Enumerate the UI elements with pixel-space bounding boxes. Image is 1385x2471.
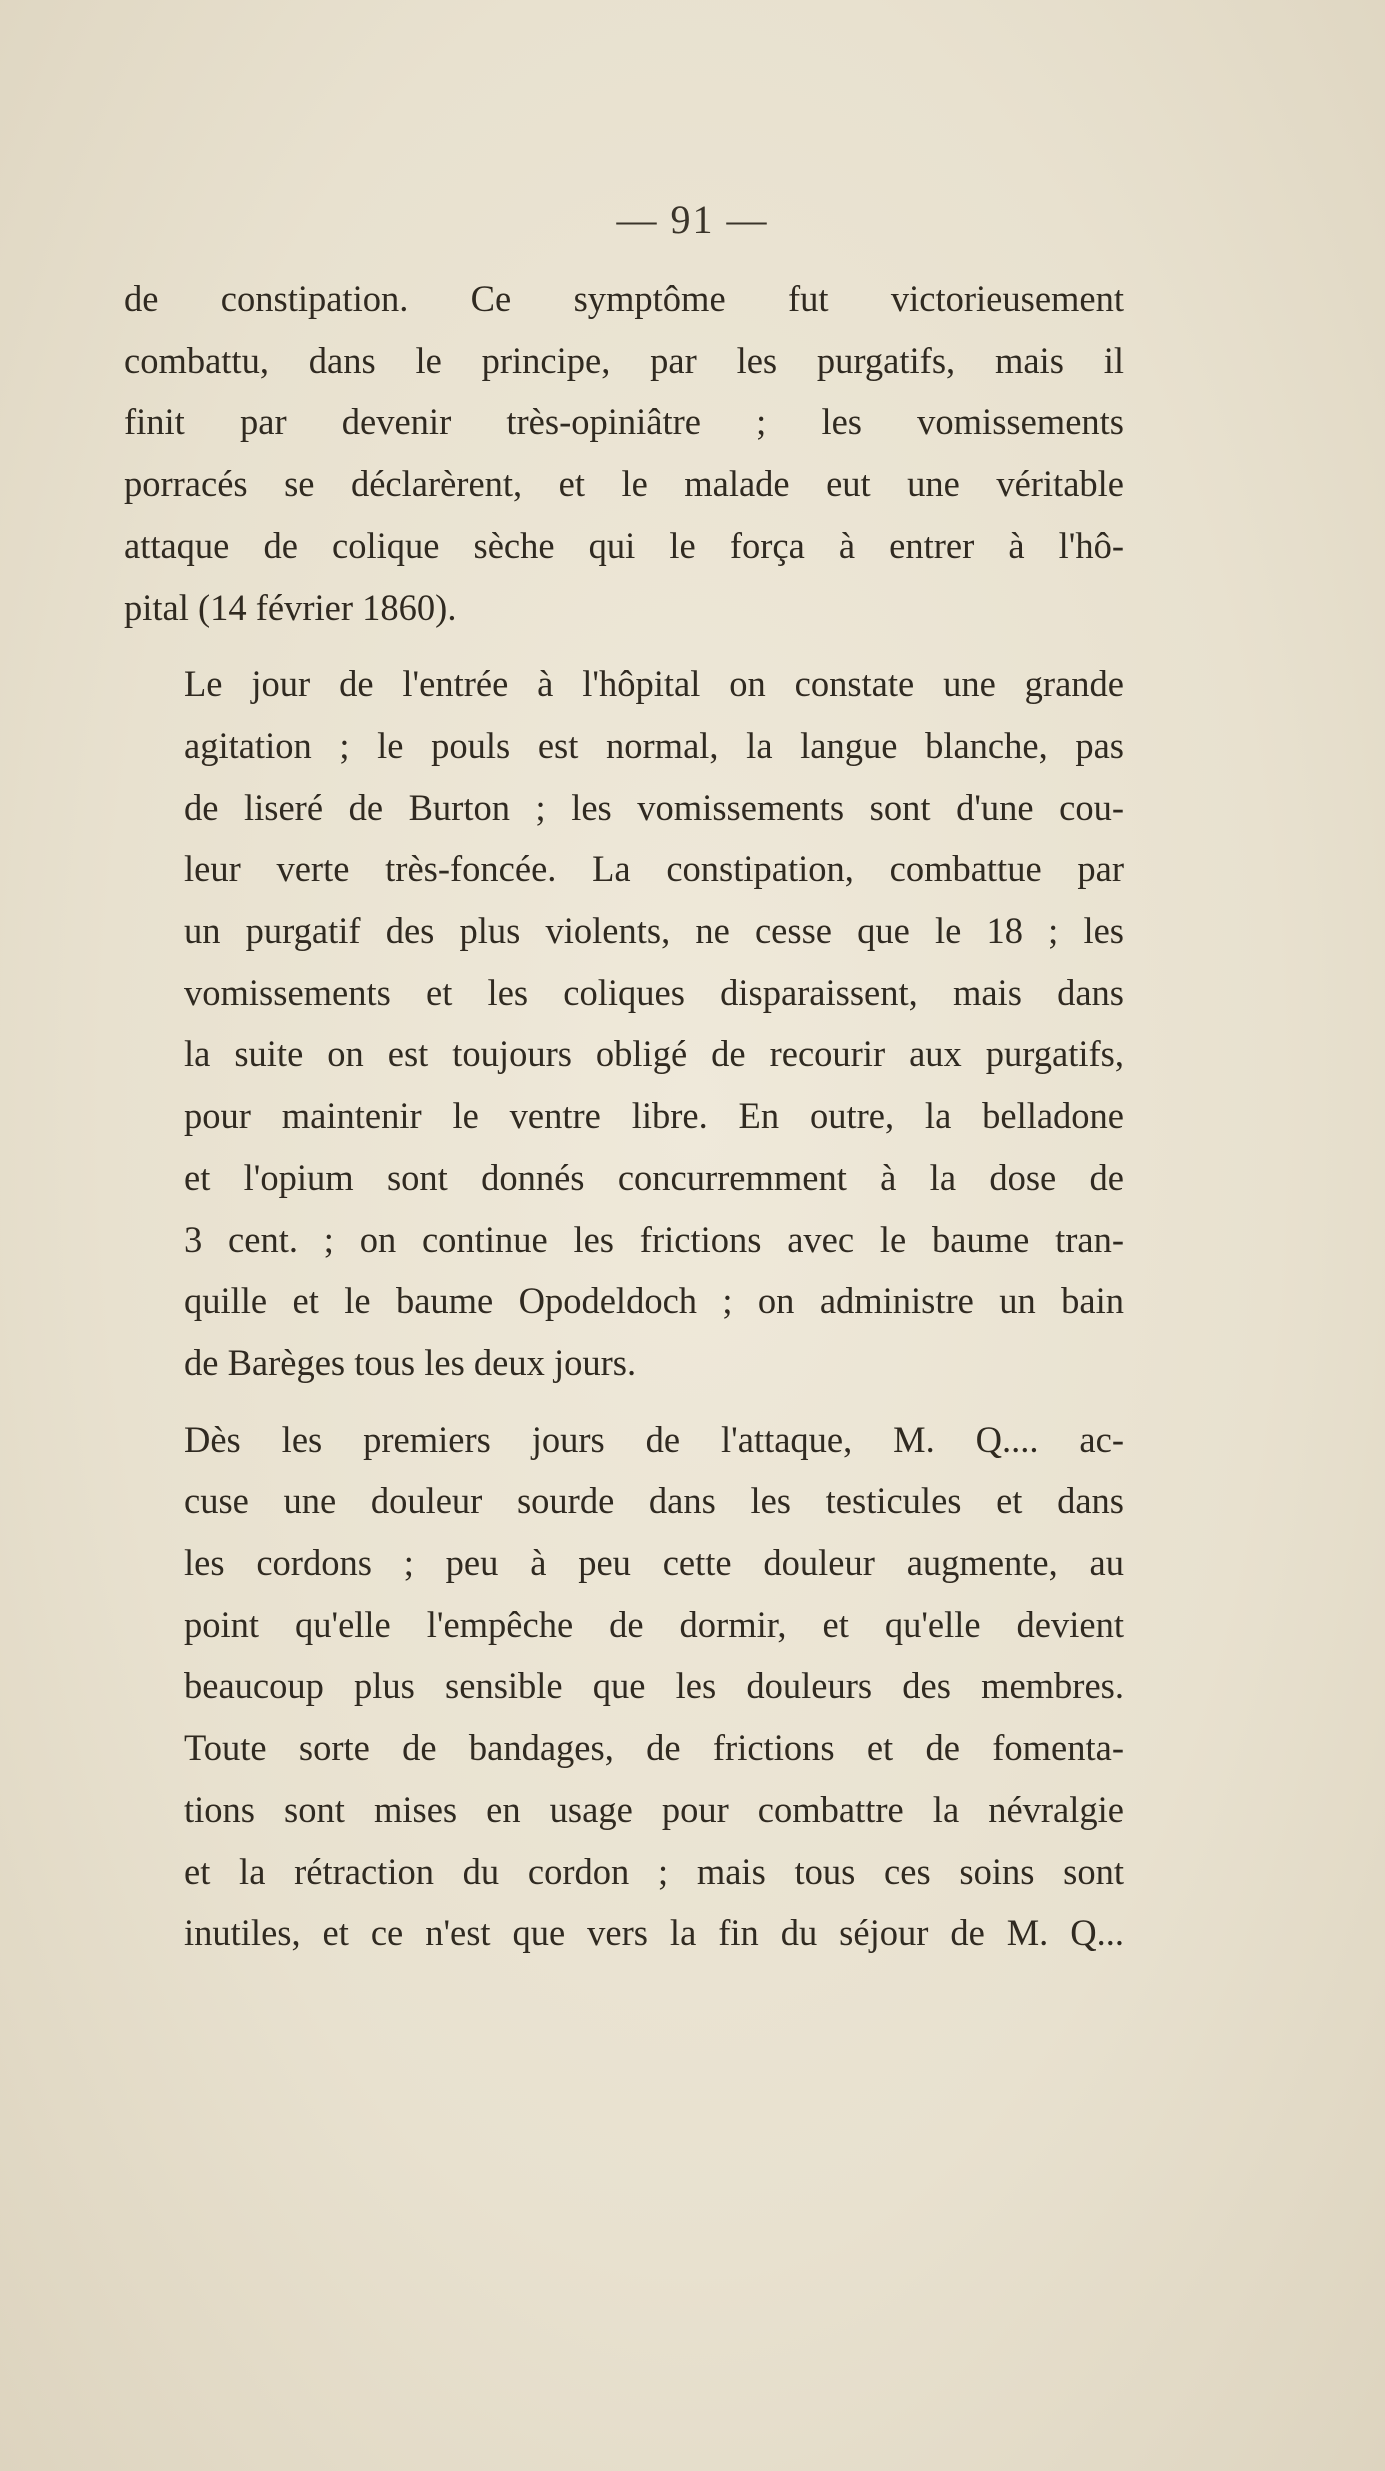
text-line: finit par devenir très-opiniâtre ; les vomissements <box>124 401 1124 443</box>
text-line: la suite on est toujours obligé de recourir aux purgatifs, <box>184 1033 1124 1075</box>
text-line: quille et le baume Opodeldoch ; on administre un bain <box>184 1280 1124 1322</box>
text-line: pital (14 février 1860). <box>124 586 457 628</box>
text-line: et l'opium sont donnés concurremment à la dose de <box>184 1156 1124 1198</box>
text-line: un purgatif des plus violents, ne cesse que le 18 ; les <box>184 910 1124 952</box>
text-line: porracés se déclarèrent, et le malade eut une véritable <box>124 463 1124 505</box>
text-line: inutiles, et ce n'est que vers la fin du séjour de M. Q... <box>184 1912 1124 1954</box>
text-line: et la rétraction du cordon ; mais tous ces soins sont <box>184 1850 1124 1892</box>
body-text <box>124 268 1124 1964</box>
text-line: tions sont mises en usage pour combattre la névralgie <box>184 1788 1124 1830</box>
text-line: point qu'elle l'empêche de dormir, et qu'elle devient <box>184 1603 1124 1645</box>
text-line: les cordons ; peu à peu cette douleur augmente, au <box>184 1542 1124 1584</box>
text-line: leur verte très-foncée. La constipation, combattue par <box>184 848 1124 890</box>
text-line: cuse une douleur sourde dans les testicules et dans <box>184 1480 1124 1522</box>
paragraph-2 <box>124 653 1124 1393</box>
paragraph-3 <box>124 1409 1124 1964</box>
text-line: combattu, dans le principe, par les purgatifs, mais il <box>124 339 1124 381</box>
text-line: de constipation. Ce symptôme fut victorieusement <box>124 278 1124 319</box>
text-line: beaucoup plus sensible que les douleurs des membres. <box>184 1665 1124 1707</box>
text-line: vomissements et les coliques disparaissent, mais dans <box>184 971 1124 1013</box>
text-line: de liseré de Burton ; les vomissements sont d'une cou- <box>184 786 1124 828</box>
text-line: 3 cent. ; on continue les frictions avec le baume tran- <box>184 1218 1124 1260</box>
text-line: pour maintenir le ventre libre. En outre, la belladone <box>184 1095 1124 1137</box>
text-line: Dès les premiers jours de l'attaque, M. Q.... ac- <box>184 1418 1124 1460</box>
page-number: — 91 — <box>616 197 769 242</box>
paragraph-1 <box>124 268 1124 638</box>
text-line: de Barèges tous les deux jours. <box>184 1341 637 1383</box>
text-line: Le jour de l'entrée à l'hôpital on constate une grande <box>184 663 1124 705</box>
text-line: Toute sorte de bandages, de frictions et de fomenta- <box>184 1727 1124 1769</box>
text-line: agitation ; le pouls est normal, la langue blanche, pas <box>184 724 1124 766</box>
text-line: attaque de colique sèche qui le força à entrer à l'hô- <box>124 524 1124 566</box>
